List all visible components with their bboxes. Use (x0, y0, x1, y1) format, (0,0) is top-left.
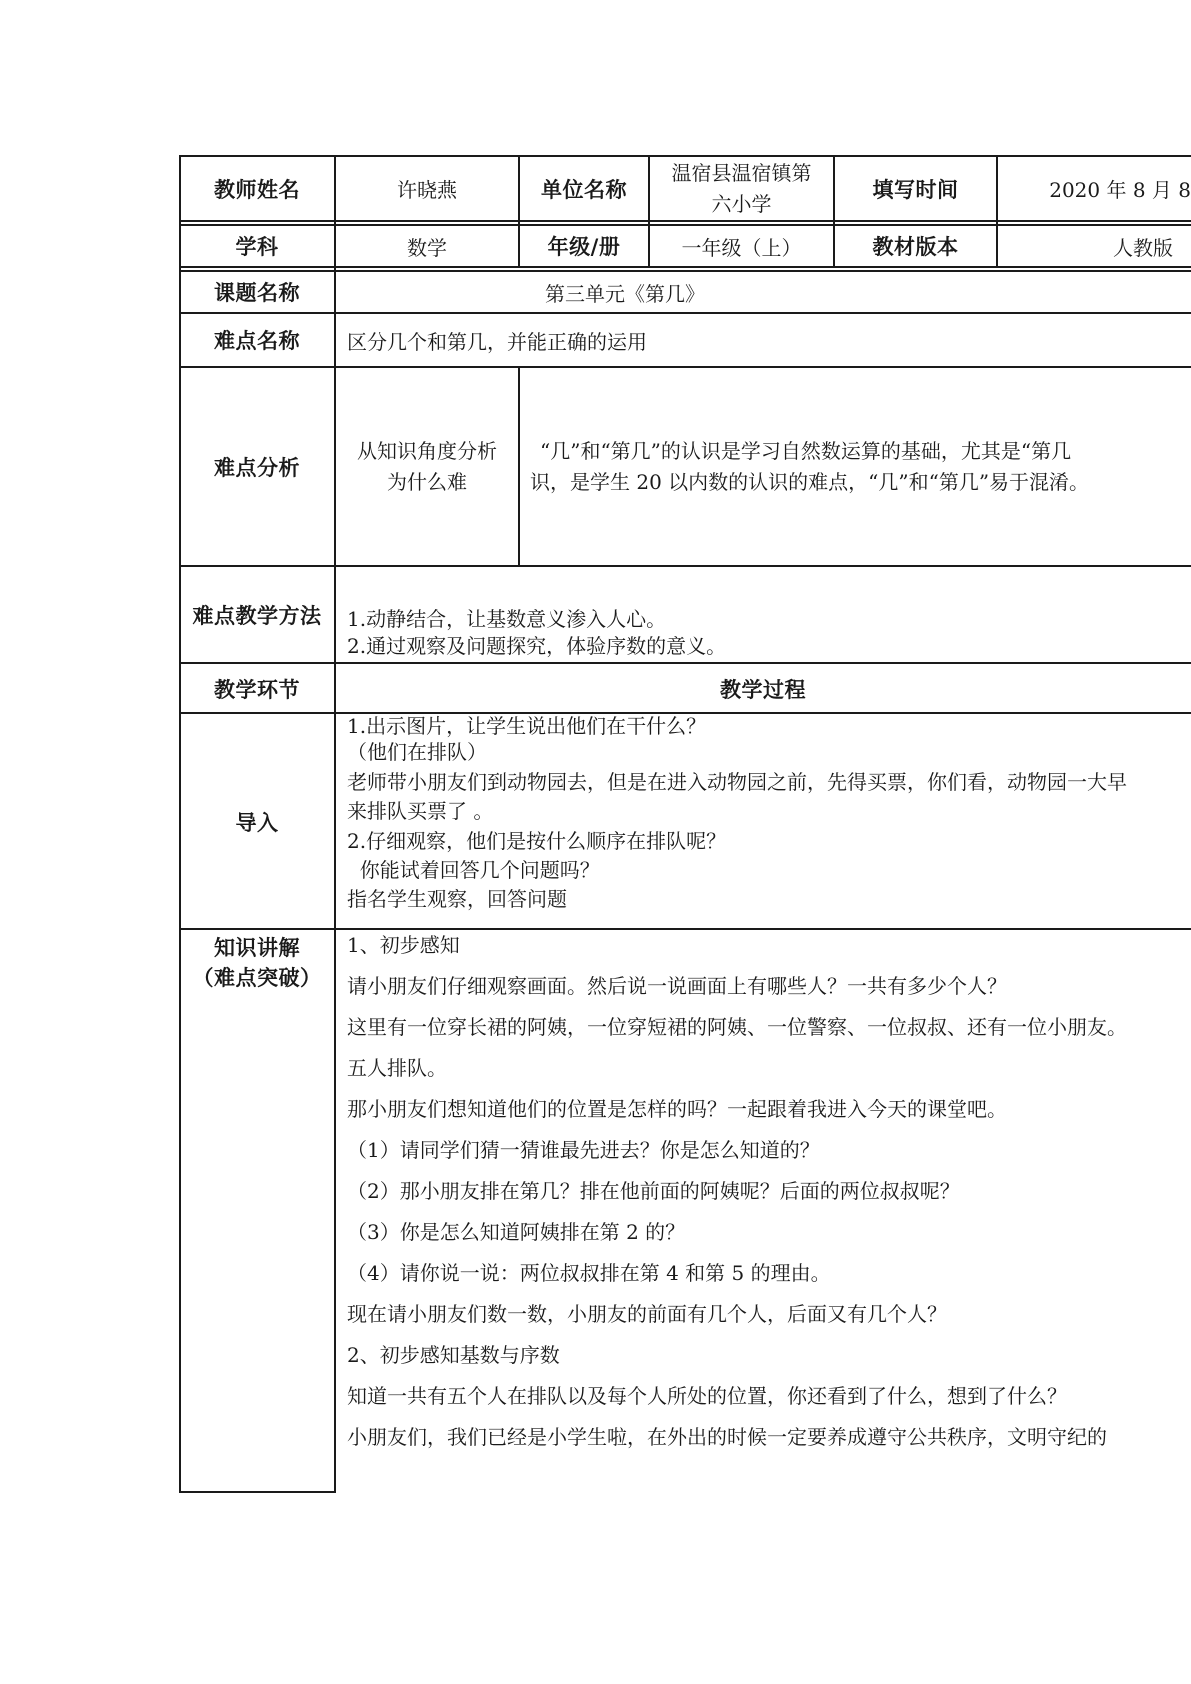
knowledge-label-line: （难点突破） (192, 966, 322, 990)
analysis-text-line: 识，是学生 20 以内数的认识的难点，“几”和“第几”易于混淆。 (530, 469, 1090, 494)
intro-line: （他们在排队） (347, 740, 487, 764)
textbook-label: 教材版本 (872, 235, 959, 259)
method-label: 难点教学方法 (192, 604, 322, 628)
knowledge-line: 请小朋友们仔细观察画面。然后说一说画面上有哪些人？一共有多少个人？ (347, 974, 1007, 998)
difficulty-value: 区分几个和第几，并能正确的运用 (347, 329, 647, 354)
intro-label: 导入 (235, 810, 279, 835)
teacher-name: 许晓燕 (397, 178, 457, 202)
knowledge-line: 现在请小朋友们数一数，小朋友的前面有几个人，后面又有几个人？ (347, 1302, 947, 1326)
knowledge-line: （2）那小朋友排在第几？排在他前面的阿姨呢？后面的两位叔叔呢？ (347, 1179, 960, 1203)
topic-label: 课题名称 (214, 281, 300, 305)
teacher-name-label: 教师姓名 (214, 177, 300, 202)
grade-label: 年级/册 (547, 235, 621, 259)
analysis-text-line: “几”和“第几”的认识是学习自然数运算的基础，尤其是“第几 (540, 438, 1072, 463)
textbook: 人教版 (1113, 235, 1173, 260)
analysis-sub-label-line: 为什么难 (387, 469, 467, 494)
stage-label: 教学环节 (214, 677, 300, 702)
fill-time-label: 填写时间 (872, 177, 959, 202)
knowledge-label (179, 933, 335, 993)
grade: 一年级（上） (681, 235, 802, 260)
knowledge-line: 小朋友们，我们已经是小学生啦，在外出的时候一定要养成遵守公共秩序，文明守纪的 (347, 1425, 1107, 1449)
intro-line: 老师带小朋友们到动物园去，但是在进入动物园之前，先得买票，你们看，动物园一大早 (347, 770, 1127, 794)
process-label: 教学过程 (720, 677, 806, 702)
knowledge-line: 五人排队。 (347, 1056, 447, 1080)
knowledge-label-line: 知识讲解 (214, 936, 300, 960)
knowledge-line: 这里有一位穿长裙的阿姨，一位穿短裙的阿姨、一位警察、一位叔叔、还有一位小朋友。 (347, 1015, 1127, 1039)
subject: 数学 (407, 235, 447, 260)
knowledge-line: （1）请同学们猜一猜谁最先进去？你是怎么知道的？ (347, 1138, 820, 1162)
fill-time: 2020 年 8 月 8 (1049, 178, 1191, 202)
subject-label: 学科 (235, 235, 279, 259)
analysis-sub-label (335, 367, 519, 566)
intro-line: 2.仔细观察，他们是按什么顺序在排队呢？ (347, 829, 727, 853)
intro-line: 来排队买票了 。 (347, 799, 494, 823)
intro-line: 指名学生观察，回答问题 (347, 887, 567, 911)
knowledge-line: 那小朋友们想知道他们的位置是怎样的吗？一起跟着我进入今天的课堂吧。 (347, 1097, 1007, 1121)
topic-value: 第三单元《第几》 (545, 281, 705, 306)
unit-name-line: 温宿县温宿镇第 (671, 160, 812, 185)
rule (179, 1491, 335, 1493)
method-line: 2.通过观察及问题探究，体验序数的意义。 (347, 634, 727, 658)
knowledge-line: 2、初步感知基数与序数 (347, 1343, 560, 1367)
lesson-plan-table (179, 155, 1191, 1493)
analysis-sub-label-line: 从知识角度分析 (357, 438, 497, 463)
intro-line: 1.出示图片，让学生说出他们在干什么？ (347, 714, 707, 738)
unit-name-line: 六小学 (711, 191, 772, 216)
knowledge-line: 知道一共有五个人在排队以及每个人所处的位置，你还看到了什么，想到了什么？ (347, 1384, 1067, 1408)
method-line: 1.动静结合，让基数意义渗入人心。 (347, 607, 667, 631)
analysis-label: 难点分析 (214, 455, 300, 480)
knowledge-line: （3）你是怎么知道阿姨排在第 2 的？ (347, 1220, 686, 1244)
knowledge-line: 1、初步感知 (347, 933, 460, 957)
knowledge-line: （4）请你说一说：两位叔叔排在第 4 和第 5 的理由。 (347, 1261, 831, 1285)
unit-label: 单位名称 (541, 177, 627, 202)
analysis-text (520, 367, 1191, 566)
difficulty-label: 难点名称 (214, 329, 300, 353)
unit-name (649, 155, 834, 222)
intro-line: 你能试着回答几个问题吗？ (347, 858, 600, 882)
